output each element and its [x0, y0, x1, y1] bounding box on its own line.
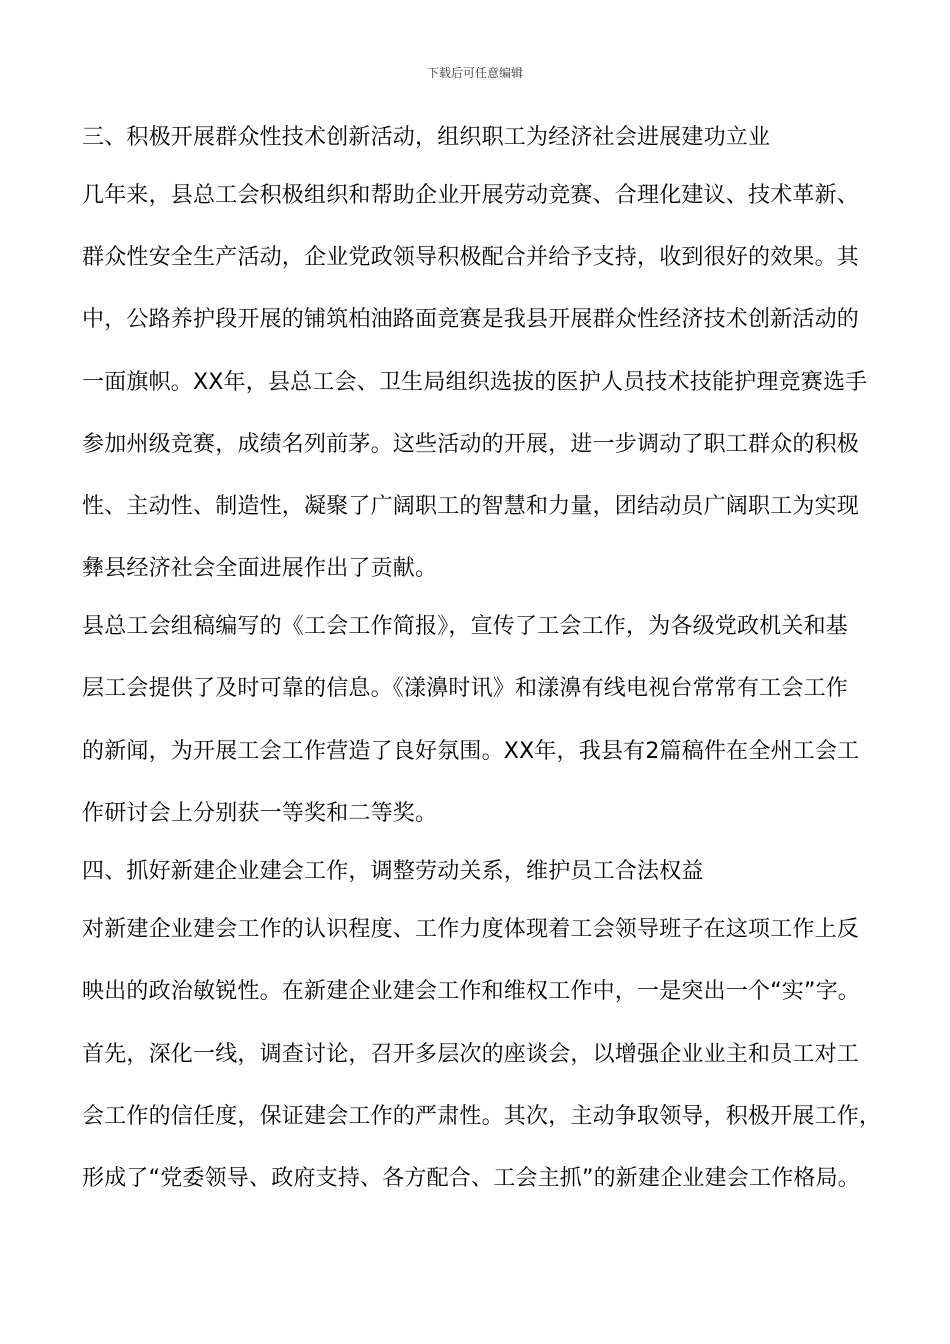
- text-line: 几年来，县总工会积极组织和帮助企业开展劳动竞赛、合理化建议、技术革新、: [82, 183, 860, 208]
- text-line: 彝县经济社会全面进展作出了贡献。: [82, 556, 438, 581]
- text-line: 作研讨会上分别获一等奖和二等奖。: [82, 801, 438, 826]
- text-line: 县总工会组稿编写的《工会工作简报》，宣传了工会工作，为各级党政机关和基: [82, 614, 849, 639]
- text-line: 对新建企业建会工作的认识程度、工作力度体现着工会领导班子在这项工作上反: [82, 917, 860, 942]
- text-line: 层工会提供了及时可靠的信息。《漾濞时讯》和漾濞有线电视台常常有工会工作: [82, 676, 849, 701]
- page-header-note: 下载后可任意编辑: [426, 66, 523, 80]
- text-line: 首先，深化一线，调查讨论，召开多层次的座谈会，以增强企业业主和员工对工: [82, 1042, 860, 1067]
- text-line: 群众性安全生产活动，企业党政领导积极配合并给予支持，收到很好的效果。其: [82, 245, 860, 270]
- text-line: 的新闻，为开展工会工作营造了良好氛围。XX年，我县有2篇稿件在全州工会工: [82, 739, 860, 764]
- section-heading-4: 四、抓好新建企业建会工作，调整劳动关系，维护员工合法权益: [82, 859, 704, 884]
- text-line: 参加州级竞赛，成绩名列前茅。这些活动的开展，进一步调动了职工群众的积极: [82, 432, 860, 457]
- text-line: 一面旗帜。XX年，县总工会、卫生局组织选拔的医护人员技术技能护理竞赛选手: [82, 370, 868, 395]
- section-heading-3: 三、积极开展群众性技术创新活动，组织职工为经济社会进展建功立业: [82, 125, 771, 150]
- text-line: 映出的政治敏锐性。在新建企业建会工作和维权工作中，一是突出一个“实”字。: [82, 979, 860, 1004]
- text-line: 会工作的信任度，保证建会工作的严肃性。其次，主动争取领导，积极开展工作，: [82, 1104, 882, 1129]
- text-line: 中，公路养护段开展的铺筑柏油路面竞赛是我县开展群众性经济技术创新活动的: [82, 307, 860, 332]
- text-line: 形成了“党委领导、政府支持、各方配合、工会主抓”的新建企业建会工作格局。: [82, 1166, 860, 1191]
- text-line: 性、主动性、制造性，凝聚了广阔职工的智慧和力量，团结动员广阔职工为实现: [82, 494, 860, 519]
